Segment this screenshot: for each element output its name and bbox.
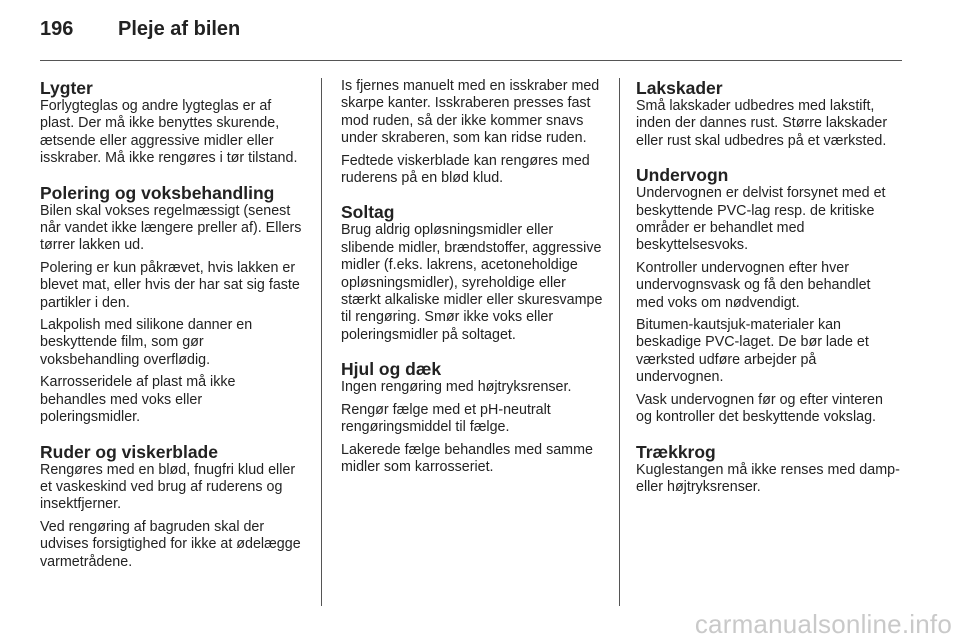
section-heading: Soltag [341,202,395,223]
header-divider [40,60,902,61]
page-header [40,18,240,48]
column-1 [40,78,304,576]
section [636,165,902,426]
body-paragraph: Forlygteglas og andre lygteglas er af plast. Der må ikke benyttes skurende, ætsende eller aggressive midler eller isskraber. Må ikke rengøres i tør tilstand. [40,98,298,167]
body-paragraph: Lakerede fælge behandles med samme midler som karrosseriet. [341,441,593,475]
body-paragraph: Ingen rengøring med højtryksrenser. [341,379,572,396]
section-heading: Lakskader [636,78,723,98]
body-paragraph: Bilen skal vokses regelmæssigt (senest når vandet ikke længere preller af). Ellers tørrer lakken ud. [40,202,302,254]
section [636,442,902,497]
watermark: carmanualsonline.info [694,609,952,639]
body-paragraph: Vask undervognen før og efter vinteren og kontroller det beskyttende vokslag. [636,391,883,426]
column-divider-1 [321,78,322,606]
body-paragraph: Polering er kun påkrævet, hvis lakken er blevet mat, eller hvis der har sat sig faste partikler i den. [40,259,300,311]
section [636,78,902,150]
body-paragraph: Små lakskader udbedres med lakstift, inden der dannes rust. Større lakskader eller rust skal udbedres på et værksted. [636,98,888,149]
body-paragraph: Is fjernes manuelt med en isskraber med skarpe kanter. Isskraberen presses fast mod ruden, så der ikke kommer snavs under skraberen, som kan ridse ruden. [341,78,600,147]
section [341,202,603,344]
section-heading: Ruder og viskerblade [40,441,218,462]
body-paragraph: Bitumen-kautsjuk-materialer kan beskadige PVC-laget. De bør lade et værksted udføre arbejder på undervognen. [636,317,869,386]
section [40,78,304,168]
column-3 [636,78,902,501]
body-paragraph: Rengøres med en blød, fnugfri klud eller et vaskeskind ved brug af ruderens og insektfjerner. [40,461,296,513]
column-2 [341,78,603,481]
page-title: Pleje af bilen [118,18,241,40]
body-paragraph: Fedtede viskerblade kan rengøres med ruderens på en blød klud. [341,152,590,187]
section [40,442,304,571]
body-paragraph: Kontroller undervognen efter hver undervognsvask og få den behandlet med voks om nødvendigt. [636,259,871,311]
body-paragraph: Brug aldrig opløsningsmidler eller slibende midler, brændstoffer, aggressive midler (f.eks. lakrens, acetoneholdige opløsningsmidler), syreholdige eller stærkt alkaliske midler eller skuresvampe til rengøring. Smør ikke voks eller poleringsmidler på soltaget. [341,222,603,343]
section [341,359,603,476]
column-divider-2 [619,78,620,606]
body-paragraph: Karrosseridele af plast må ikke behandles med voks eller poleringsmidler. [40,374,236,426]
body-paragraph: Lakpolish med silikone danner en beskyttende film, som gør voksbehandling overflødig. [40,317,253,368]
body-paragraph: Undervognen er delvist forsynet med et beskyttende PVC-lag resp. de kritiske områder er behandlet med beskyttelsesvoks. [636,185,886,254]
section-heading: Hjul og dæk [341,359,442,380]
section-heading: Polering og voksbehandling [40,182,275,203]
section [341,78,603,187]
page-number: 196 [40,18,74,40]
body-paragraph: Kuglestangen må ikke renses med damp- eller højtryksrenser. [636,461,900,495]
section [40,183,304,427]
section-heading: Trækkrog [636,441,716,462]
body-paragraph: Rengør fælge med et pH-neutralt rengøringsmiddel til fælge. [341,401,551,436]
section-heading: Lygter [40,78,93,98]
section-heading: Undervogn [636,165,729,186]
body-paragraph: Ved rengøring af bagruden skal der udvises forsigtighed for ikke at ødelægge varmetrådene. [40,518,301,570]
